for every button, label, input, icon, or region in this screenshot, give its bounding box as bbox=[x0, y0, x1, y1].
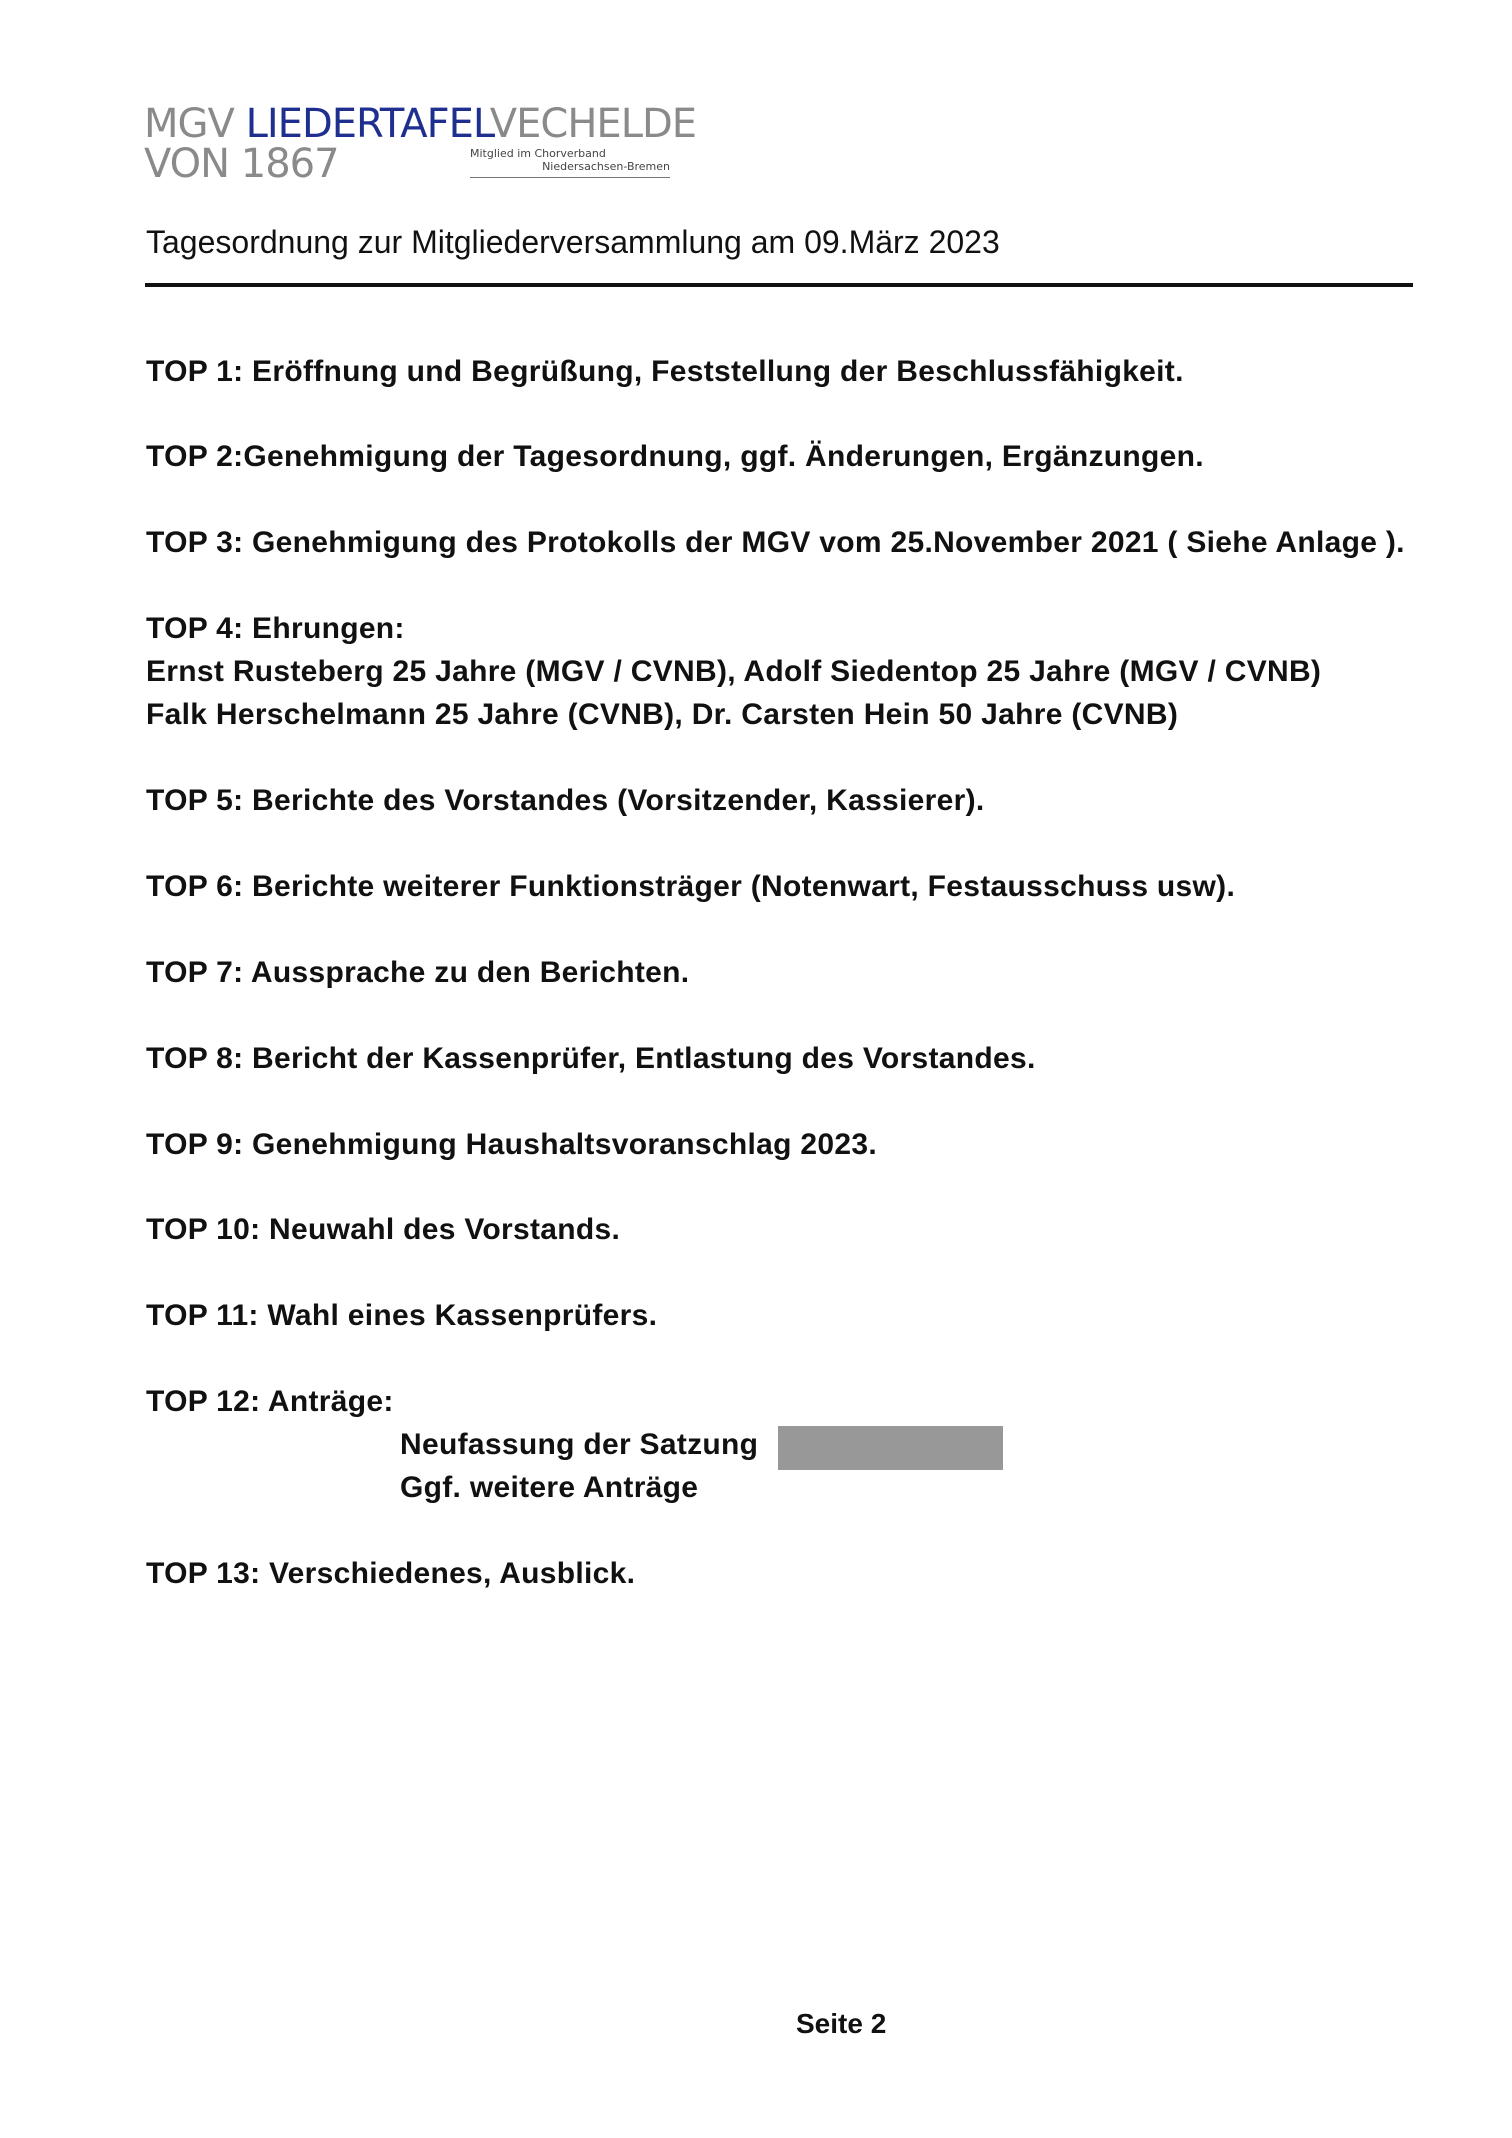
agenda-item-top10: TOP 10: Neuwahl des Vorstands. bbox=[146, 1213, 621, 1246]
agenda-item-top11: TOP 11: Wahl eines Kassenprüfers. bbox=[146, 1299, 658, 1332]
logo-membership-note bbox=[470, 147, 670, 173]
title-divider bbox=[145, 283, 1413, 287]
logo-since-text: VON 1867 bbox=[144, 141, 339, 187]
logo-mgv-text: MGV bbox=[144, 101, 246, 147]
agenda-item-top12-sub1: Neufassung der Satzung bbox=[400, 1428, 759, 1461]
agenda-item-top4: TOP 4: Ehrungen: bbox=[146, 612, 405, 645]
agenda-item-top2: TOP 2:Genehmigung der Tagesordnung, ggf. Änderungen, Ergänzungen. bbox=[146, 440, 1204, 473]
agenda-item-top9: TOP 9: Genehmigung Haushaltsvoranschlag 2023. bbox=[146, 1128, 877, 1161]
logo-wordmark bbox=[144, 101, 697, 147]
agenda-item-top12: TOP 12: Anträge: bbox=[146, 1385, 394, 1418]
agenda-item-top8: TOP 8: Bericht der Kassenprüfer, Entlastung des Vorstandes. bbox=[146, 1042, 1036, 1075]
agenda-item-top6: TOP 6: Berichte weiterer Funktionsträger (Notenwart, Festausschuss usw). bbox=[146, 870, 1236, 903]
agenda-item-top13: TOP 13: Verschiedenes, Ausblick. bbox=[146, 1557, 636, 1590]
agenda-item-top5: TOP 5: Berichte des Vorstandes (Vorsitzender, Kassierer). bbox=[146, 784, 985, 817]
agenda-item-top1: TOP 1: Eröffnung und Begrüßung, Feststellung der Beschlussfähigkeit. bbox=[146, 355, 1184, 388]
club-logo bbox=[144, 101, 697, 187]
agenda-item-top12-sub2: Ggf. weitere Anträge bbox=[400, 1471, 699, 1504]
agenda-item-top7: TOP 7: Aussprache zu den Berichten. bbox=[146, 956, 690, 989]
agenda-item-top4-honorees-line2: Falk Herschelmann 25 Jahre (CVNB), Dr. Carsten Hein 50 Jahre (CVNB) bbox=[146, 698, 1179, 731]
logo-divider bbox=[470, 177, 670, 178]
agenda-item-top3: TOP 3: Genehmigung des Protokolls der MGV vom 25.November 2021 ( Siehe Anlage ). bbox=[146, 526, 1405, 559]
page-number: Seite 2 bbox=[796, 2008, 887, 2039]
redaction-box bbox=[778, 1426, 1003, 1470]
logo-vechelde-text: VECHELDE bbox=[489, 101, 697, 147]
logo-member-line1: Mitglied im Chorverband bbox=[470, 147, 606, 160]
agenda-item-top4-honorees-line1: Ernst Rusteberg 25 Jahre (MGV / CVNB), Adolf Siedentop 25 Jahre (MGV / CVNB) bbox=[146, 655, 1322, 688]
logo-liedertafel-text: LIEDERTAFEL bbox=[245, 101, 490, 147]
document-title: Tagesordnung zur Mitgliederversammlung am 09.März 2023 bbox=[146, 224, 1000, 260]
logo-member-line2: Niedersachsen-Bremen bbox=[542, 160, 670, 173]
